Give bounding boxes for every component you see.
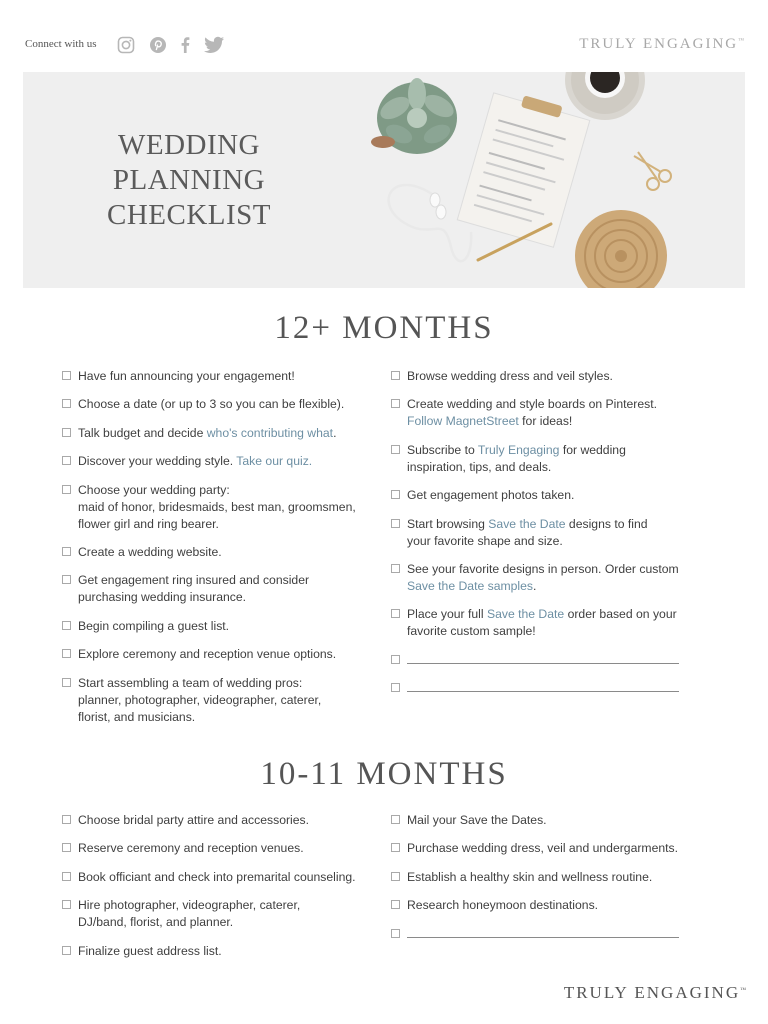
item-text-segment: Get engagement photos taken. [407,488,575,503]
checklist-item-text [407,488,574,502]
checklist-item [391,487,701,504]
checklist-item-text [78,426,336,440]
checklist-item [62,840,382,857]
checklist-item-text [78,397,344,411]
checklist-item-text [407,870,652,884]
item-text-segment: Place your full [407,607,487,622]
inline-link[interactable]: who's contributing what [206,425,334,440]
checklist-item-text [78,944,222,958]
checklist-item [391,606,701,640]
checkbox-icon[interactable] [391,564,400,573]
checklist-item [391,561,701,595]
checklist-item [391,396,701,430]
hero-banner [23,72,745,288]
checklist-item-text [407,369,613,383]
item-text-segment: Mail your Save the Dates. [407,813,547,827]
checkbox-icon[interactable] [391,609,400,618]
item-text-segment: Purchase wedding dress, veil and undergarments. [407,841,678,856]
section-title-10-11-months: 10-11 MONTHS [260,756,508,792]
item-text-segment: Reserve ceremony and reception venues. [78,841,304,856]
checklist-item-text [78,898,300,929]
checklist-item [62,943,382,960]
checklist-item-text [78,573,309,604]
item-text-segment: Choose bridal party attire and accessories. [78,813,310,827]
checklist-item-text [407,397,657,428]
checklist-item-text [78,545,222,559]
item-text-segment: Get engagement ring insured and consider purchasing wedding insurance. [78,573,310,605]
checklist-item [62,646,382,663]
inline-link[interactable]: Take our quiz. [236,454,313,469]
checkbox-icon[interactable] [391,655,400,664]
checklist-item-text [78,647,336,661]
item-text-segment: Choose your wedding party: maid of honor, bridesmaids, best man, groomsmen, flower girl and ring bearer. [78,482,356,531]
blank-checklist-item[interactable] [391,652,701,669]
item-text-segment: Start browsing [407,516,489,531]
item-text-segment: order based on your favorite custom sample! [407,607,677,639]
item-text-segment: Browse wedding dress and veil styles. [407,369,613,383]
clipboard-image [457,87,591,247]
item-text-segment: Start assembling a team of wedding pros: planner, photographer, videographer, caterer, florist, and musicians. [78,675,322,724]
item-text-segment: Hire photographer, videographer, caterer, DJ/band, florist, and planner. [78,898,301,930]
blank-line[interactable] [407,691,679,692]
checklist-item [391,368,701,385]
checklist-item-text [78,483,356,531]
item-text-segment: designs to find your favorite shape and size. [407,516,648,548]
coffee-cup-image [565,72,645,120]
item-text-segment: Talk budget and decide [78,425,207,440]
checklist-item-text [78,841,304,855]
checkbox-icon[interactable] [391,900,400,909]
checkbox-icon[interactable] [62,843,71,852]
checkbox-icon[interactable] [62,946,71,955]
item-text-segment: Research honeymoon destinations. [407,898,599,913]
checklist-item-text [78,369,295,383]
item-text-segment: Finalize guest address list. [78,943,222,958]
item-text-segment: Explore ceremony and reception venue options. [78,647,337,662]
blank-line[interactable] [407,937,679,938]
item-text-segment: Create wedding and style boards on Pinterest. [407,397,657,412]
checkbox-icon[interactable] [391,399,400,408]
item-text-segment: Book officiant and check into premarital counseling. [78,869,356,884]
checklist-item [62,425,382,442]
checklist-item [62,396,382,413]
inline-link[interactable]: Save the Date [488,516,566,531]
instagram-icon[interactable] [115,34,137,56]
brand-logo-top[interactable]: TRULY ENGAGING™ [579,36,744,52]
checklist-item [62,544,382,561]
item-text-segment: . [533,578,537,593]
checklist-12-months-left [62,368,382,737]
hero-photo-flatlay [353,72,745,288]
item-text-segment: Establish a healthy skin and wellness routine. [407,869,653,884]
checkbox-icon[interactable] [62,575,71,584]
checklist-item-text [78,676,321,724]
checklist-item [62,675,382,726]
checklist-item [62,368,382,385]
connect-label: Connect with us [25,38,97,50]
checkbox-icon[interactable] [391,519,400,528]
checkbox-icon[interactable] [62,815,71,824]
brand-logo-bottom[interactable]: TRULY ENGAGING™ [563,983,746,1002]
checkbox-icon[interactable] [391,683,400,692]
checkbox-icon[interactable] [62,649,71,658]
blank-line[interactable] [407,663,679,664]
item-text-segment: for ideas! [518,414,573,429]
checklist-item [62,869,382,886]
checkbox-icon[interactable] [62,371,71,380]
hero-title [83,128,295,233]
item-text-segment: . [333,425,337,440]
item-text-segment: Have fun announcing your engagement! [78,369,295,383]
item-text-segment: Choose a date (or up to 3 so you can be flexible). [78,397,345,412]
checklist-item-text [78,454,312,468]
checklist-item [391,812,701,829]
checklist-item-text [407,562,679,593]
inline-link[interactable]: Truly Engaging [477,442,560,457]
checklist-item-text [407,898,598,912]
inline-link[interactable]: Save the Date [486,607,565,622]
checkbox-icon[interactable] [391,445,400,454]
checkbox-icon[interactable] [62,428,71,437]
checkbox-icon[interactable] [62,621,71,630]
checklist-item-text [407,517,648,548]
scissors-image [634,152,671,190]
item-text-segment: Discover your wedding style. [78,454,237,469]
twitter-icon[interactable] [203,34,225,56]
checkbox-icon[interactable] [62,900,71,909]
inline-link[interactable]: Follow MagnetStreet [407,414,519,429]
checklist-item-text [78,619,229,633]
checklist-item-text [78,813,309,827]
checklist-item [62,572,382,606]
checklist-12-months-right [391,368,701,709]
checklist-item [62,453,382,470]
checkbox-icon[interactable] [62,485,71,494]
checkbox-icon[interactable] [391,490,400,499]
checkbox-icon[interactable] [62,872,71,881]
checklist-item-text [407,607,677,638]
checklist-item [391,442,701,476]
hero-title-line: CHECKLIST [107,199,271,231]
facebook-icon[interactable] [174,34,196,56]
checklist-item [391,897,701,914]
hero-title-line: WEDDING [117,129,260,161]
checkbox-icon[interactable] [391,843,400,852]
blank-checklist-item[interactable] [391,926,701,943]
checklist-item-text [407,443,626,474]
checklist-item [391,516,701,550]
checkbox-icon[interactable] [62,547,71,556]
item-text-segment: Create a wedding website. [78,544,222,559]
item-text-segment: See your favorite designs in person. Order custom [407,561,679,576]
checkbox-icon[interactable] [391,929,400,938]
checklist-item [62,897,382,931]
checkbox-icon[interactable] [62,456,71,465]
checklist-item-text [407,813,547,827]
checkbox-icon[interactable] [62,399,71,408]
checklist-item-text [407,841,678,855]
item-text-segment: Begin compiling a guest list. [78,618,230,633]
checkbox-icon[interactable] [391,872,400,881]
checklist-item [391,869,701,886]
top-bar [0,0,768,72]
checkbox-icon[interactable] [62,678,71,687]
blank-checklist-item[interactable] [391,680,701,697]
checkbox-icon[interactable] [391,815,400,824]
checklist-item-text [78,870,356,884]
succulent-image [371,78,457,154]
checklist-item [62,482,382,533]
checklist-10-11-months-right [391,812,701,954]
checklist-item [62,812,382,829]
item-text-segment: for wedding inspiration, tips, and deals. [407,442,626,474]
checklist-item [391,840,701,857]
checkbox-icon[interactable] [391,371,400,380]
checklist-10-11-months-left [62,812,382,971]
hero-title-line: PLANNING [112,164,266,196]
checklist-item [62,618,382,635]
basket-image [575,210,667,288]
item-text-segment: Subscribe to [407,442,478,457]
inline-link[interactable]: Save the Date samples [407,578,534,593]
section-title-12-months: 12+ MONTHS [274,310,494,346]
pinterest-icon[interactable] [147,34,169,56]
